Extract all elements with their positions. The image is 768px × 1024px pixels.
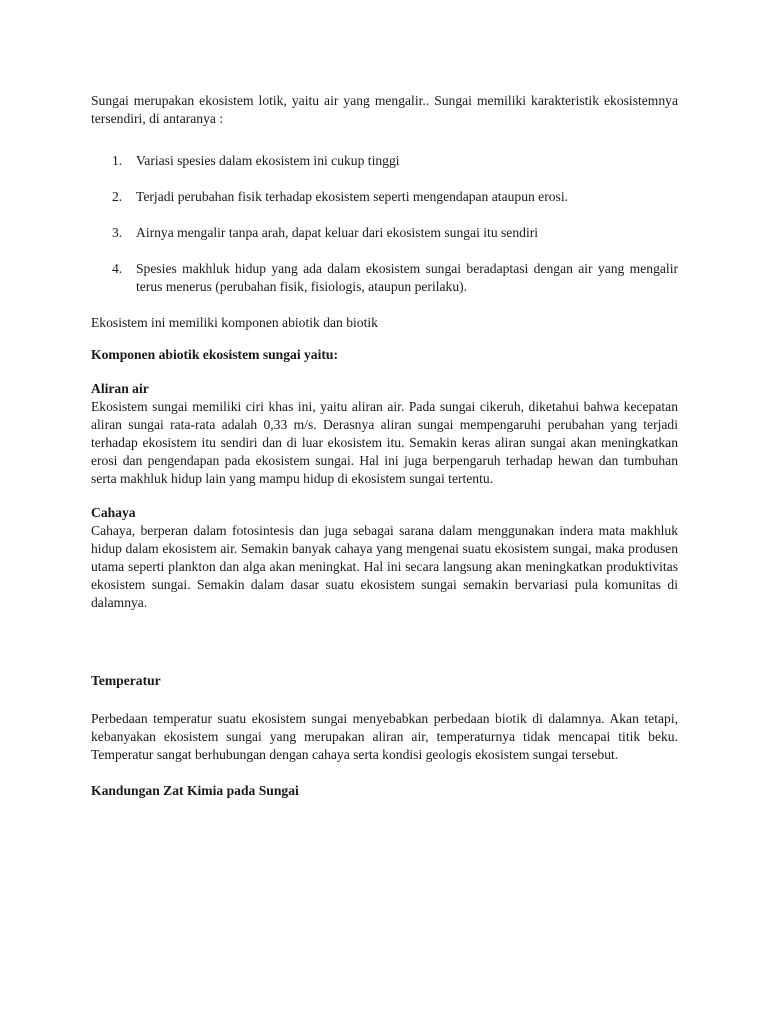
list-item-number: 1. bbox=[112, 153, 123, 168]
list-item-text: Airnya mengalir tanpa arah, dapat keluar dari ekosistem sungai itu sendiri bbox=[136, 225, 539, 240]
section-heading: Aliran air bbox=[91, 381, 149, 396]
list-item-number: 4. bbox=[112, 261, 123, 276]
components-note: Ekosistem ini memiliki komponen abiotik dan biotik bbox=[91, 315, 378, 330]
list-item-text: Terjadi perubahan fisik terhadap ekosistem seperti mengendapan ataupun erosi. bbox=[136, 189, 569, 204]
section-body: Cahaya, berperan dalam fotosintesis dan juga sebagai sarana dalam menggunakan indera mata makhluk hidup dalam ekosistem air. Semakin banyak cahaya yang mengenai suatu ekosistem sungai, maka produsen utama seperti plankton dan alga akan meningkat. Hal ini secara langsung akan meningkatkan produktivitas ekosistem sungai. Semakin dalam dasar suatu ekosistem sungai semakin bervariasi pula komunitas di dalamnya. bbox=[91, 523, 678, 610]
characteristics-list bbox=[91, 152, 678, 296]
section-heading: Cahaya bbox=[91, 505, 136, 520]
list-item-number: 3. bbox=[112, 225, 123, 240]
list-item-text: Spesies makhluk hidup yang ada dalam ekosistem sungai beradaptasi dengan air yang mengalir terus menerus (perubahan fisik, fisiologis, ataupun perilaku). bbox=[136, 261, 678, 294]
vertical-spacer bbox=[91, 628, 678, 672]
section-heading: Temperatur bbox=[91, 673, 161, 688]
section-cahaya bbox=[91, 504, 678, 612]
section-aliran-air bbox=[91, 380, 678, 488]
section-temperatur bbox=[91, 672, 678, 764]
list-item bbox=[91, 224, 678, 242]
list-item bbox=[91, 188, 678, 206]
document-page bbox=[91, 92, 678, 800]
list-item-number: 2. bbox=[112, 189, 123, 204]
intro-paragraph: Sungai merupakan ekosistem lotik, yaitu air yang mengalir.. Sungai memiliki karakteristik ekosistemnya tersendiri, di antaranya : bbox=[91, 93, 678, 126]
list-item bbox=[91, 152, 678, 170]
section-body: Perbedaan temperatur suatu ekosistem sungai menyebabkan perbedaan biotik di dalamnya. Akan tetapi, kebanyakan ekosistem sungai yang merupakan aliran air, temperaturnya tidak mencapai titik beku. Temperatur sangat berhubungan dengan cahaya serta kondisi geologis ekosistem sungai tersebut. bbox=[91, 711, 678, 762]
section-body: Ekosistem sungai memiliki ciri khas ini, yaitu aliran air. Pada sungai cikeruh, diketahui bahwa kecepatan aliran sungai rata-rata adalah 0,33 m/s. Derasnya aliran sungai mempengaruhi perubahan yang terjadi terhadap ekosistem itu sendiri dan di luar ekosistem itu. Semakin keras aliran sungai akan meningkatkan erosi dan pengendapan pada ekosistem sungai. Hal ini juga berpengaruh terhadap hewan dan tumbuhan serta makhluk hidup lain yang mampu hidup di ekosistem sungai tertentu. bbox=[91, 399, 678, 486]
abiotic-heading: Komponen abiotik ekosistem sungai yaitu: bbox=[91, 347, 338, 362]
list-item-text: Variasi spesies dalam ekosistem ini cukup tinggi bbox=[136, 153, 400, 168]
list-item bbox=[91, 260, 678, 296]
section-heading-kimia: Kandungan Zat Kimia pada Sungai bbox=[91, 783, 299, 798]
